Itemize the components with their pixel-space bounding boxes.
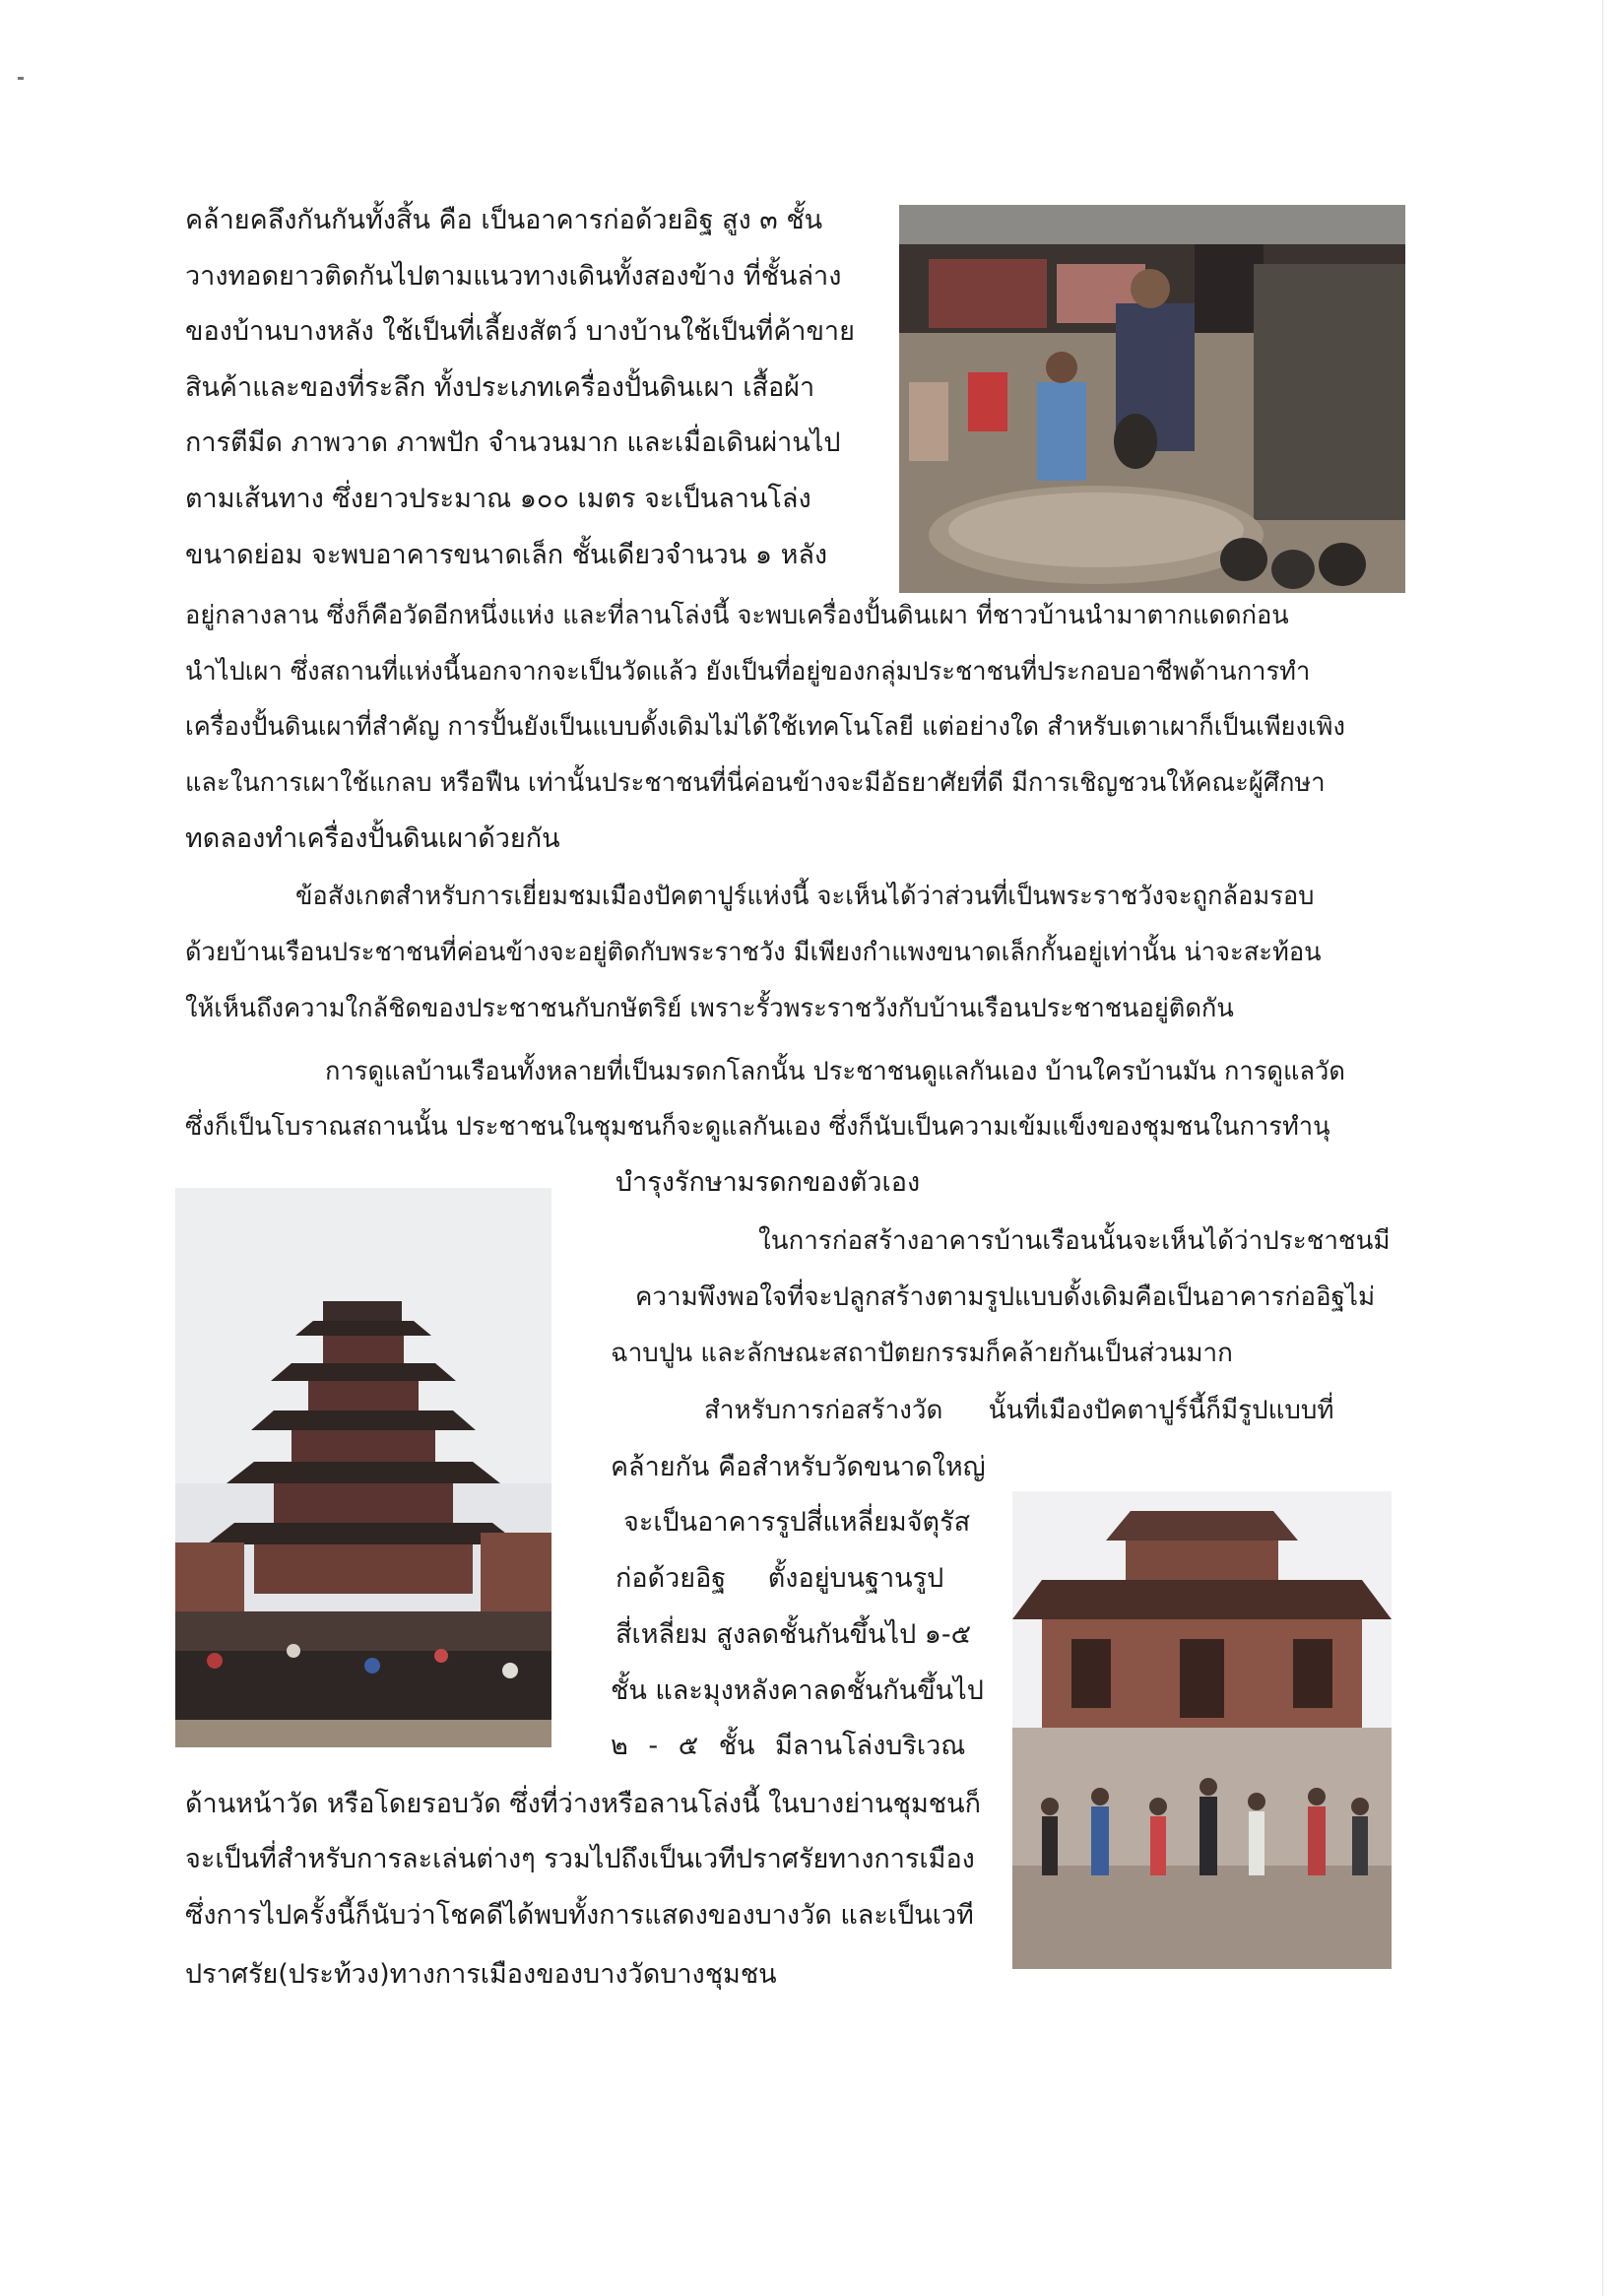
text-line: ด้านหน้าวัด หรือโดยรอบวัด ซึ่งที่ว่างหรือลานโล่งนี้ ในบางย่านชุมชนก็ [185, 1789, 981, 1819]
text-line: และในการเผาใช้แกลบ หรือฟืน เท่านั้นประชาชนที่นี่ค่อนข้างจะมีอัธยาศัยที่ดี มีการเชิญชวนให้คณะผู้ศึกษา [185, 768, 1326, 798]
text-line: ของบ้านบางหลัง ใช้เป็นที่เลี้ยงสัตว์ บางบ้านใช้เป็นที่ค้าขาย [185, 316, 855, 347]
text-line: ๒ - ๕ ชั้น มีลานโล่งบริเวณ [611, 1731, 966, 1761]
text-line: คล้ายกัน คือสำหรับวัดขนาดใหญ่ [611, 1452, 986, 1482]
pottery-photo [899, 205, 1405, 593]
text-line: ซึ่งการไปครั้งนี้ก็นับว่าโชคดีได้พบทั้งการแสดงของบางวัด และเป็นเวที [185, 1900, 974, 1931]
text-line: สำหรับการก่อสร้างวัด นั้นที่เมืองปัคตาปูร์นี้ก็มีรูปแบบที่ [704, 1396, 1334, 1425]
scan-mark [18, 77, 24, 80]
text-line: บำรุงรักษามรดกของตัวเอง [616, 1167, 921, 1198]
text-line: ในการก่อสร้างอาคารบ้านเรือนนั้นจะเห็นได้ว่าประชาชนมี [758, 1226, 1391, 1256]
text-line: นำไปเผา ซึ่งสถานที่แห่งนี้นอกจากจะเป็นวัดแล้ว ยังเป็นที่อยู่ของกลุ่มประชาชนที่ประกอบอาชีพด้านการทำ [185, 657, 1311, 687]
text-line: จะเป็นอาคารรูปสี่แหลี่ยมจัตุรัส [623, 1507, 971, 1538]
text-line: ชั้น และมุงหลังคาลดชั้นกันขึ้นไป [611, 1675, 984, 1706]
pagoda-photo [175, 1188, 551, 1747]
text-line: วางทอดยาวติดกันไปตามแนวทางเดินทั้งสองข้าง ที่ชั้นล่าง [185, 261, 842, 292]
text-line: เครื่องปั้นดินเผาที่สำคัญ การปั้นยังเป็นแบบดั้งเดิมไม่ได้ใช้เทคโนโลยี แต่อย่างใด สำหรับเตาเผาก็เป็นเพียงเพิง [185, 712, 1345, 742]
text-line: ทดลองทำเครื่องปั้นดินเผาด้วยกัน [185, 823, 560, 854]
text-line: ขนาดย่อม จะพบอาคารขนาดเล็ก ชั้นเดียวจำนวน ๑ หลัง [185, 540, 828, 570]
text-line: ปราศรัย(ประท้วง)ทางการเมืองของบางวัดบางชุมชน [185, 1959, 777, 1990]
text-line: สินค้าและของที่ระลึก ทั้งประเภทเครื่องปั้นดินเผา เสื้อผ้า [185, 372, 815, 403]
text-line: อยู่กลางลาน ซึ่งก็คือวัดอีกหนึ่งแห่ง และที่ลานโล่งนี้ จะพบเครื่องปั้นดินเผา ที่ชาวบ้านนำมาตากแดดก่อน [185, 601, 1289, 630]
text-line: ข้อสังเกตสำหรับการเยี่ยมชมเมืองปัคตาปูร์แห่งนี้ จะเห็นได้ว่าส่วนที่เป็นพระราชวังจะถูกล้อมรอบ [295, 882, 1315, 911]
text-line: สี่เหลี่ยม สูงลดชั้นกันขึ้นไป ๑-๕ [616, 1619, 972, 1650]
text-line: ก่อด้วยอิฐ ตั้งอยู่บนฐานรูป [616, 1563, 944, 1594]
text-line: ฉาบปูน และลักษณะสถาปัตยกรรมก็คล้ายกันเป็นส่วนมาก [611, 1339, 1233, 1368]
text-line: ให้เห็นถึงความใกล้ชิดของประชาชนกับกษัตริย์ เพราะรั้วพระราชวังกับบ้านเรือนประชาชนอยู่ติดกัน [185, 994, 1234, 1023]
text-line: คล้ายคลึงกันกันทั้งสิ้น คือ เป็นอาคารก่อด้วยอิฐ สูง ๓ ชั้น [185, 205, 823, 235]
text-line: จะเป็นที่สำหรับการละเล่นต่างๆ รวมไปถึงเป็นเวทีปราศรัยทางการเมือง [185, 1844, 975, 1874]
text-line: ซึ่งก็เป็นโบราณสถานนั้น ประชาชนในชุมชนก็จะดูแลกันเอง ซึ่งก็นับเป็นความเข้มแข็งของชุมชนในการทำนุ [185, 1112, 1330, 1142]
scan-edge-line [1602, 0, 1603, 2296]
text-line: การดูแลบ้านเรือนทั้งหลายที่เป็นมรดกโลกนั้น ประชาชนดูแลกันเอง บ้านใครบ้านมัน การดูแลวัด [325, 1057, 1345, 1086]
temple-photo [1012, 1491, 1392, 1969]
text-line: ความพึงพอใจที่จะปลูกสร้างตามรูปแบบดั้งเดิมคือเป็นอาคารก่ออิฐไม่ [635, 1282, 1376, 1312]
text-line: ตามเส้นทาง ซึ่งยาวประมาณ ๑๐๐ เมตร จะเป็นลานโล่ง [185, 484, 811, 514]
text-line: ด้วยบ้านเรือนประชาชนที่ค่อนข้างจะอยู่ติดกับพระราชวัง มีเพียงกำแพงขนาดเล็กกั้นอยู่เท่านั้น น่าจะสะท้อน [185, 938, 1322, 967]
text-line: การตีมีด ภาพวาด ภาพปัก จำนวนมาก และเมื่อเดินผ่านไป [185, 427, 841, 458]
